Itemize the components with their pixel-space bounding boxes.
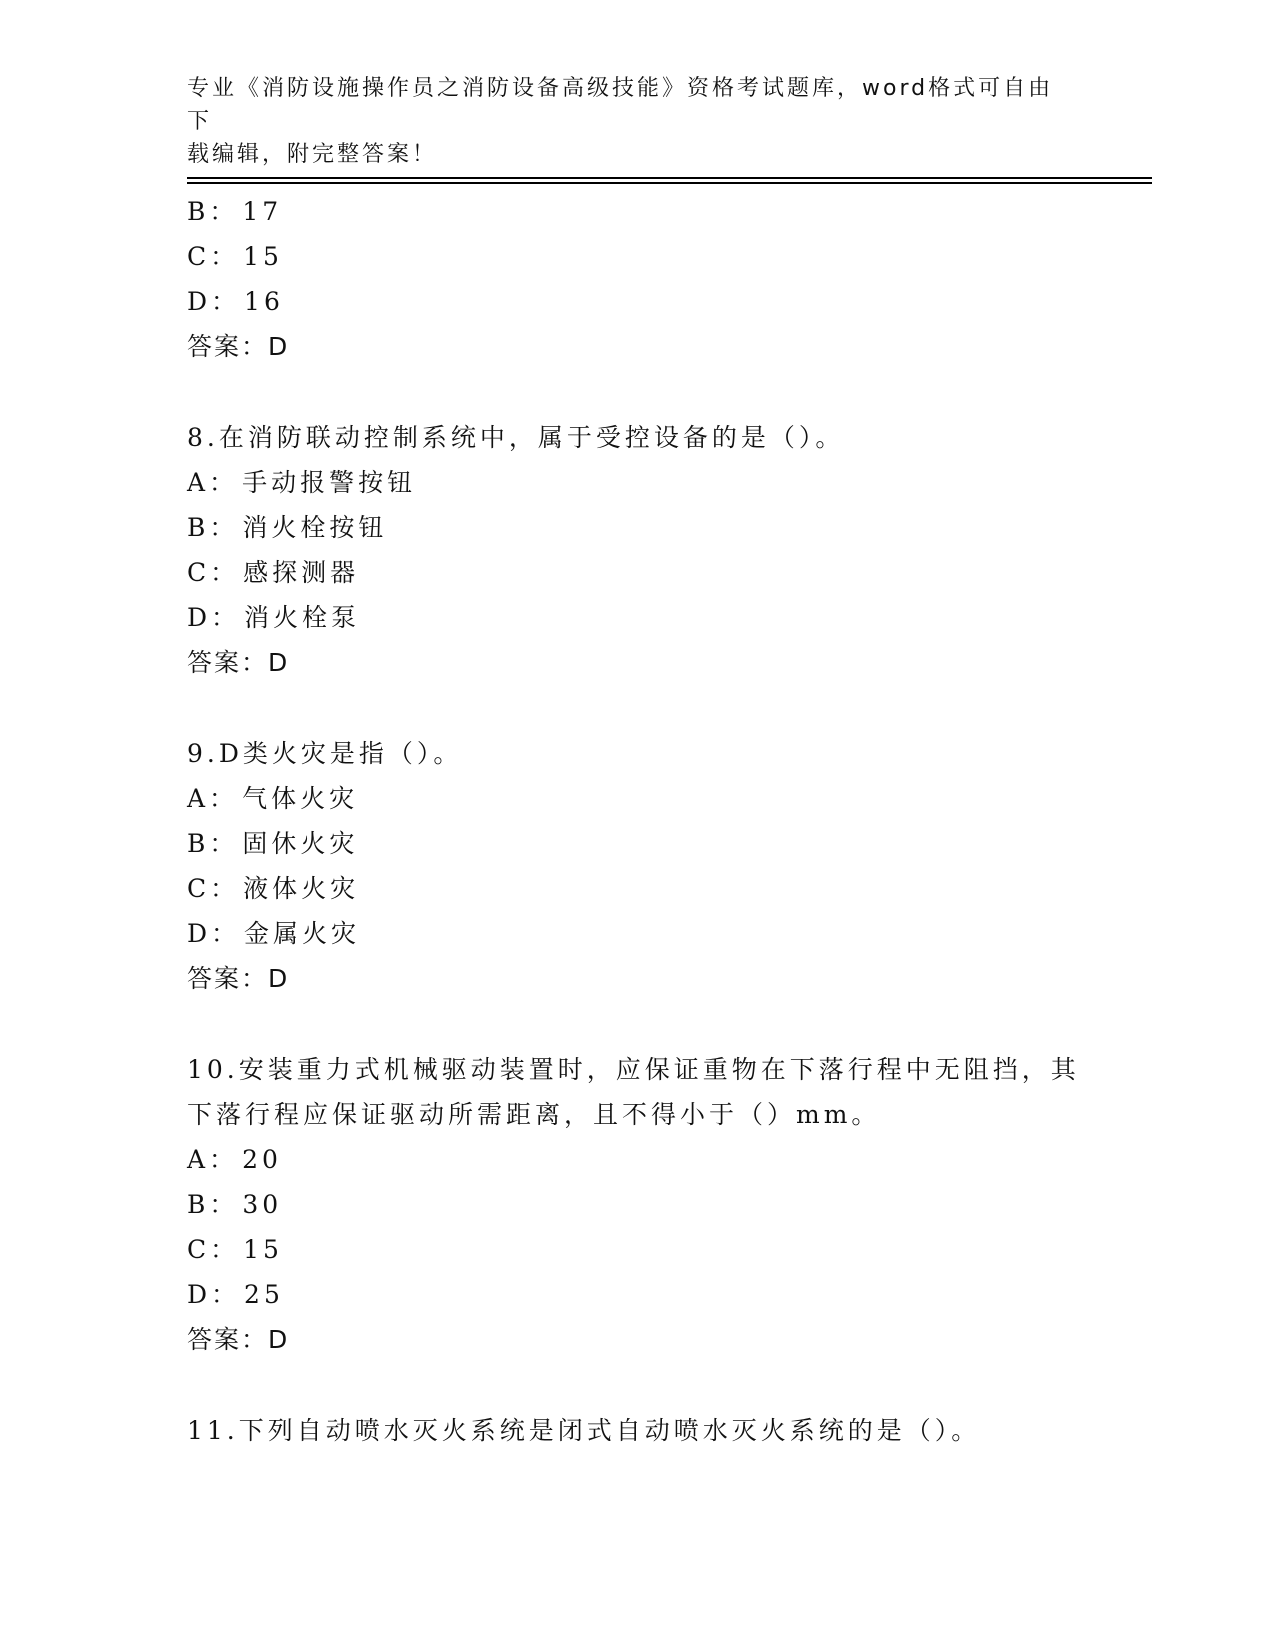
question-11 bbox=[187, 1408, 1087, 1453]
option-c: C： 15 bbox=[187, 1235, 283, 1264]
header-divider-bottom bbox=[187, 182, 1152, 184]
option-b: B： 30 bbox=[187, 1190, 283, 1219]
option-d: D： 金属火灾 bbox=[187, 919, 361, 948]
header-line-2: 载编辑，附完整答案！ bbox=[187, 142, 438, 167]
answer-line: 答案：D bbox=[187, 648, 290, 677]
option-b: B： 消火栓按钮 bbox=[187, 513, 388, 542]
option-b: B： 17 bbox=[187, 197, 283, 226]
document-header bbox=[187, 72, 1067, 171]
question-10 bbox=[187, 1047, 1087, 1362]
option-d: D： 25 bbox=[187, 1280, 284, 1309]
option-c: C： 15 bbox=[187, 242, 283, 271]
question-text: 8.在消防联动控制系统中，属于受控设备的是（）。 bbox=[187, 423, 845, 452]
question-text-line-2: 下落行程应保证驱动所需距离，且不得小于（）mm。 bbox=[187, 1100, 881, 1129]
option-a: A： 20 bbox=[187, 1145, 282, 1174]
answer-line: 答案：D bbox=[187, 332, 290, 361]
option-a: A： 手动报警按钮 bbox=[187, 468, 417, 497]
question-text: 11.下列自动喷水灭火系统是闭式自动喷水灭火系统的是（）。 bbox=[187, 1416, 981, 1445]
option-b: B： 固休火灾 bbox=[187, 829, 359, 858]
question-text: 9.D类火灾是指（）。 bbox=[187, 739, 463, 768]
option-d: D： 消火栓泵 bbox=[187, 603, 361, 632]
question-7-continued bbox=[187, 189, 1087, 369]
answer-line: 答案：D bbox=[187, 964, 290, 993]
answer-line: 答案：D bbox=[187, 1325, 290, 1354]
option-c: C： 液体火灾 bbox=[187, 874, 360, 903]
header-line-1: 专业《消防设施操作员之消防设备高级技能》资格考试题库，word格式可自由下 bbox=[187, 76, 1054, 134]
question-text-line-1: 10.安装重力式机械驱动装置时，应保证重物在下落行程中无阻挡，其 bbox=[187, 1055, 1080, 1084]
header-divider-top bbox=[187, 177, 1152, 179]
option-c: C： 感探测器 bbox=[187, 558, 360, 587]
option-a: A： 气体火灾 bbox=[187, 784, 359, 813]
option-d: D： 16 bbox=[187, 287, 284, 316]
question-list bbox=[187, 189, 1087, 1453]
question-8 bbox=[187, 415, 1087, 685]
question-9 bbox=[187, 731, 1087, 1001]
